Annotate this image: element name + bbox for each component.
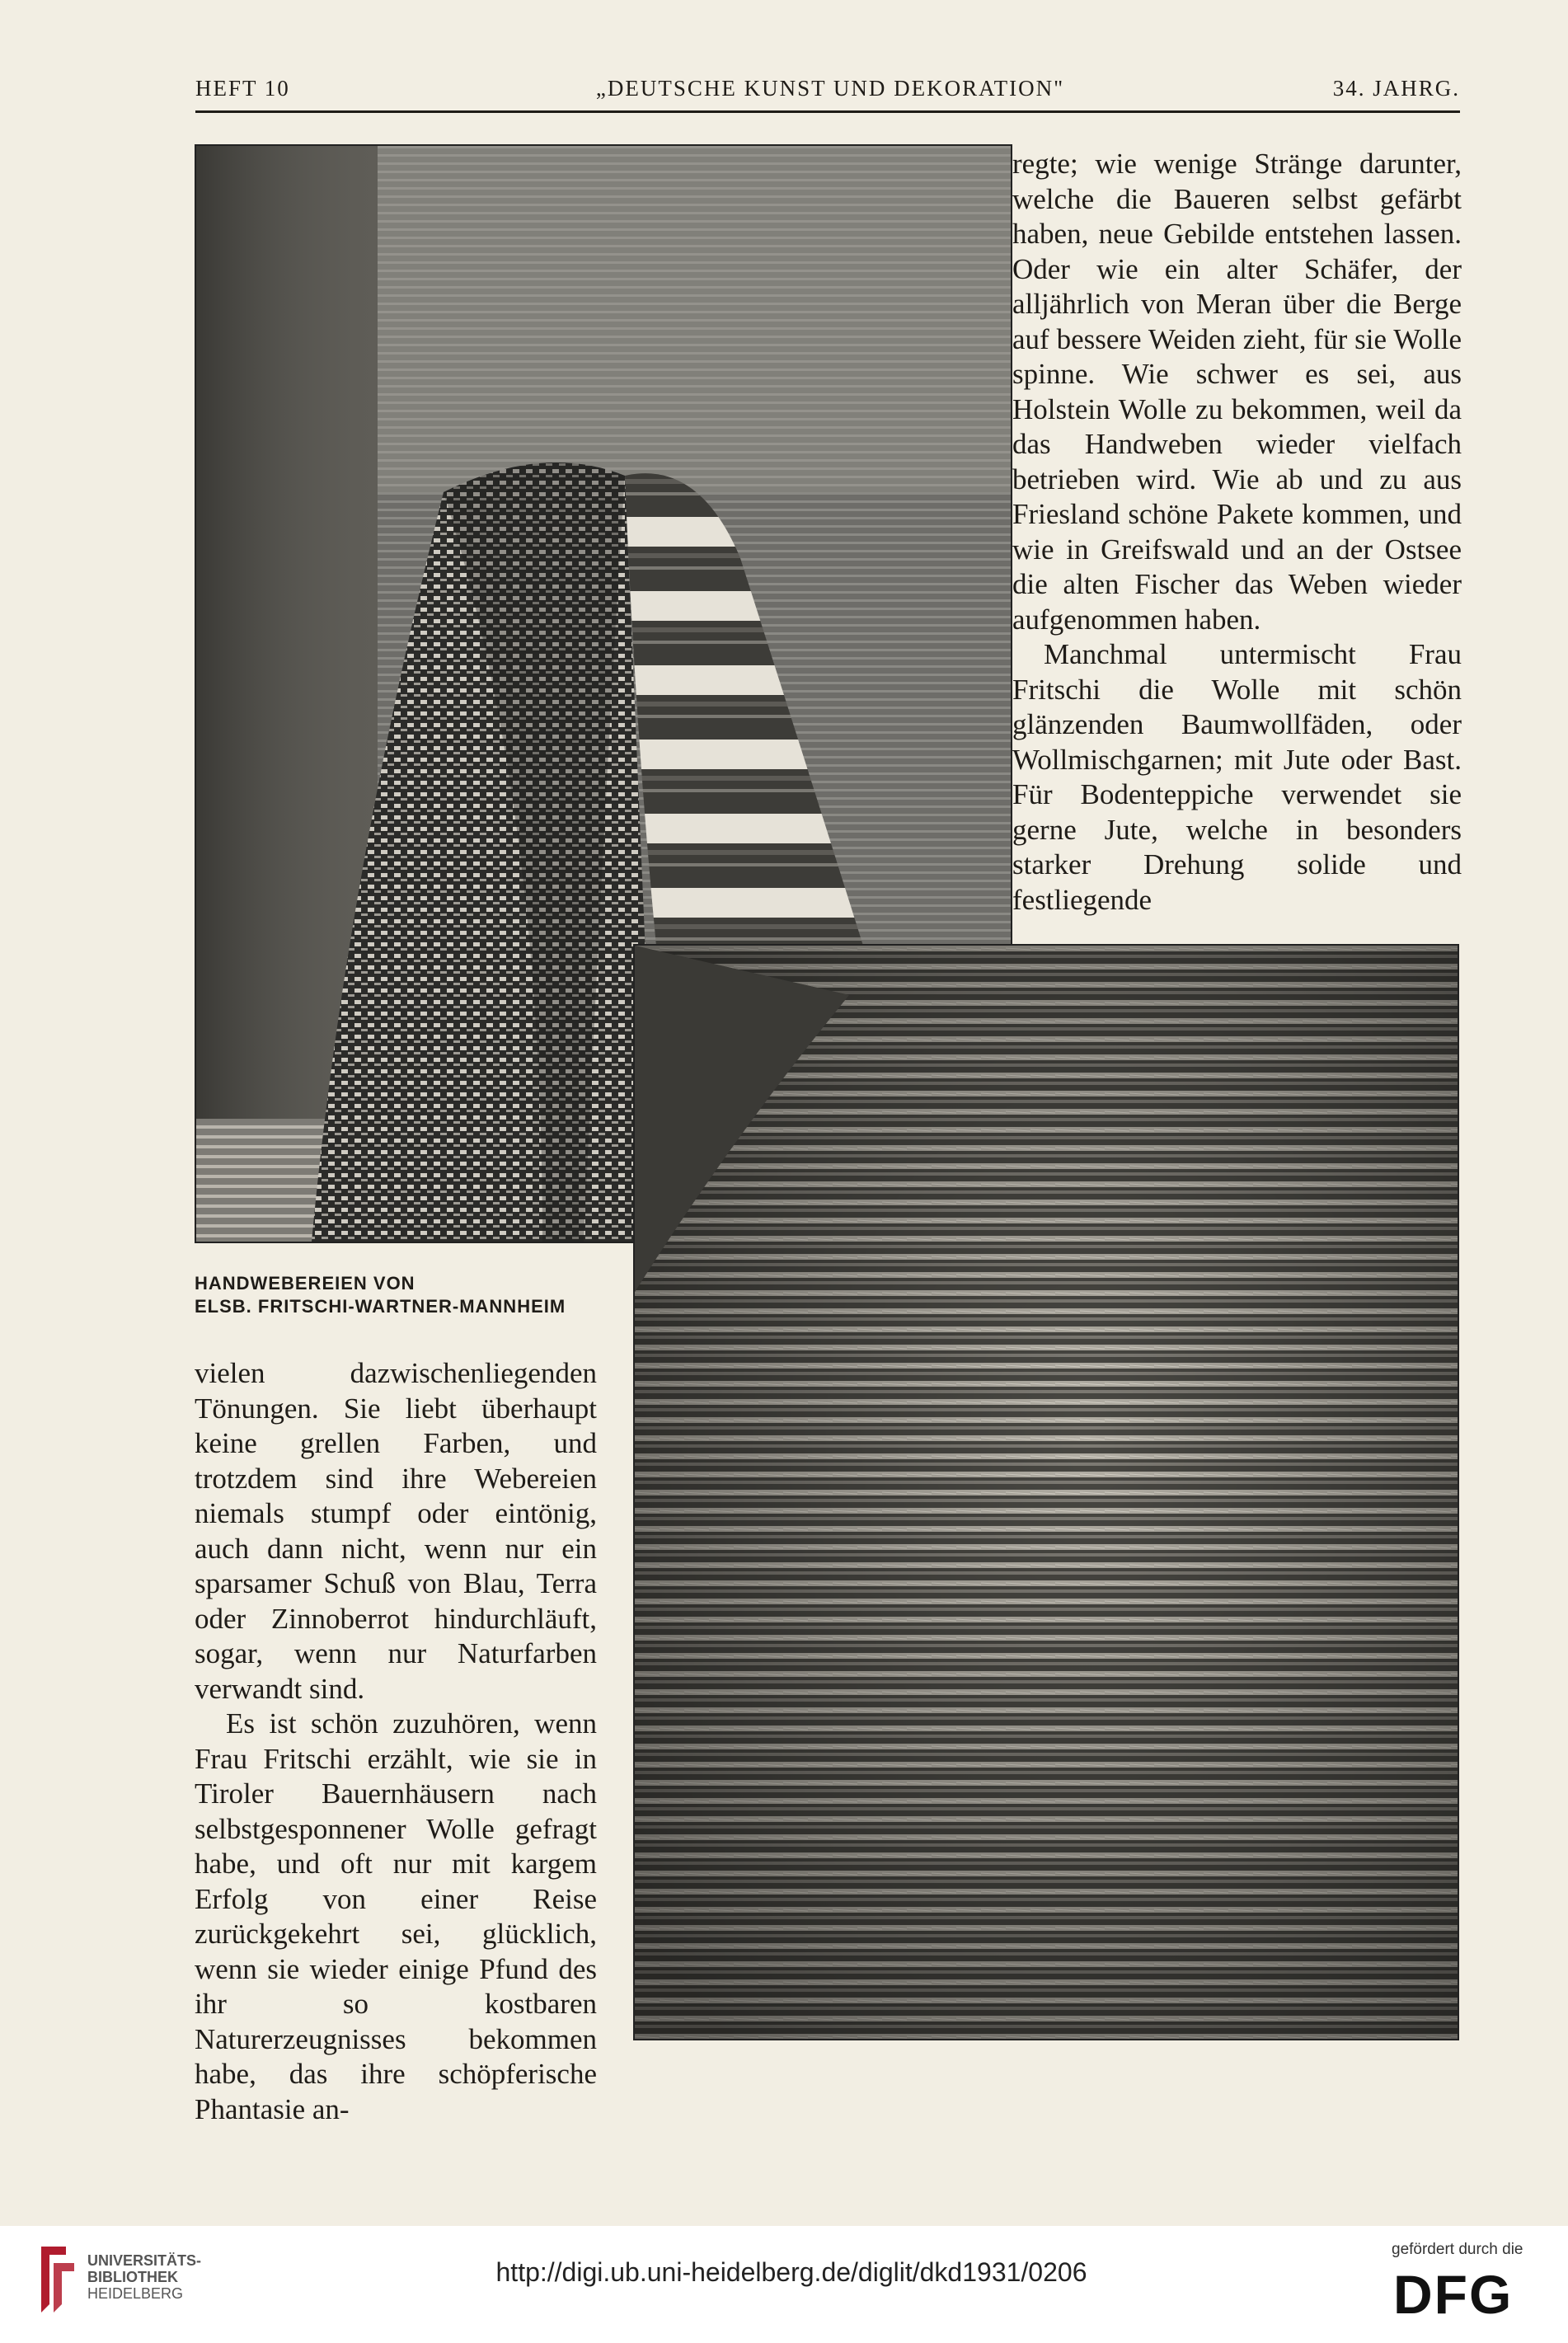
caption-line-1: HANDWEBEREIEN VON	[195, 1273, 415, 1294]
paragraph: Es ist schön zuzuhören, wenn Frau Fritschi erzählt, wie sie in Tiroler Bauernhäusern nach selbstgesponnener Wolle gefragt habe, und oft nur mit kargem Erfolg von einer Reise zurückgekehrt sei, glücklich, wenn sie wieder einige Pfund des ihr so kostbaren Naturerzeugnisses bekommen habe, das ihre schöpferische Phantasie an-	[195, 1707, 597, 2125]
paragraph: Manchmal untermischt Frau Fritschi die Wolle mit schön glänzenden Baumwollfäden, oder Wollmischgarnen; mit Jute oder Bast. Für Bodenteppiche verwendet sie gerne Jute, welche in besonders starker Drehung solide und festliegende	[1012, 638, 1462, 916]
running-head	[195, 76, 1460, 109]
dfg-logo: DFG	[1393, 2264, 1514, 2325]
library-logo-icon	[33, 2238, 82, 2321]
paragraph: vielen dazwischenliegenden Tönungen. Sie liebt überhaupt keine grellen Farben, und trotzdem sind ihre Webereien niemals stumpf oder eintönig, auch dann nicht, wenn nur ein sparsamer Schuß von Blau, Terra oder Zinnoberrot hindurchläuft, sogar, wenn nur Naturfarben verwandt sind.	[195, 1357, 597, 1705]
woven-rug-photo	[633, 944, 1459, 2040]
library-name: UNIVERSITÄTS- BIBLIOTHEK HEIDELBERG	[87, 2252, 202, 2302]
header-rule	[195, 110, 1460, 113]
permalink-url[interactable]: http://digi.ub.uni-heidelberg.de/diglit/dkd1931/0206	[495, 2257, 1087, 2287]
right-text-column	[1012, 147, 1462, 918]
left-text-column	[195, 1356, 597, 2127]
funding-label: gefördert durch die	[1392, 2241, 1523, 2258]
photo-caption	[195, 1272, 607, 1318]
issue-number: HEFT 10	[195, 76, 290, 101]
volume-year: 34. JAHRG.	[1332, 76, 1460, 101]
caption-line-2: ELSB. FRITSCHI-WARTNER-MANNHEIM	[195, 1296, 566, 1317]
journal-title: „DEUTSCHE KUNST UND DEKORATION"	[595, 76, 1065, 101]
paragraph: regte; wie wenige Stränge darunter, welche die Baueren selbst gefärbt haben, neue Gebilde entstehen lassen. Oder wie ein alter Schäfer, der alljährlich von Meran über die Berge auf bessere Weiden zieht, für sie Wolle spinne. Wie schwer es sei, aus Holstein Wolle zu bekommen, weil da das Handweben wieder vielfach betrieben wird. Wie ab und zu aus Friesland schöne Pakete kommen, und wie in Greifswald und an der Ostsee die alten Fischer das Weben wieder aufgenommen haben.	[1012, 148, 1462, 636]
